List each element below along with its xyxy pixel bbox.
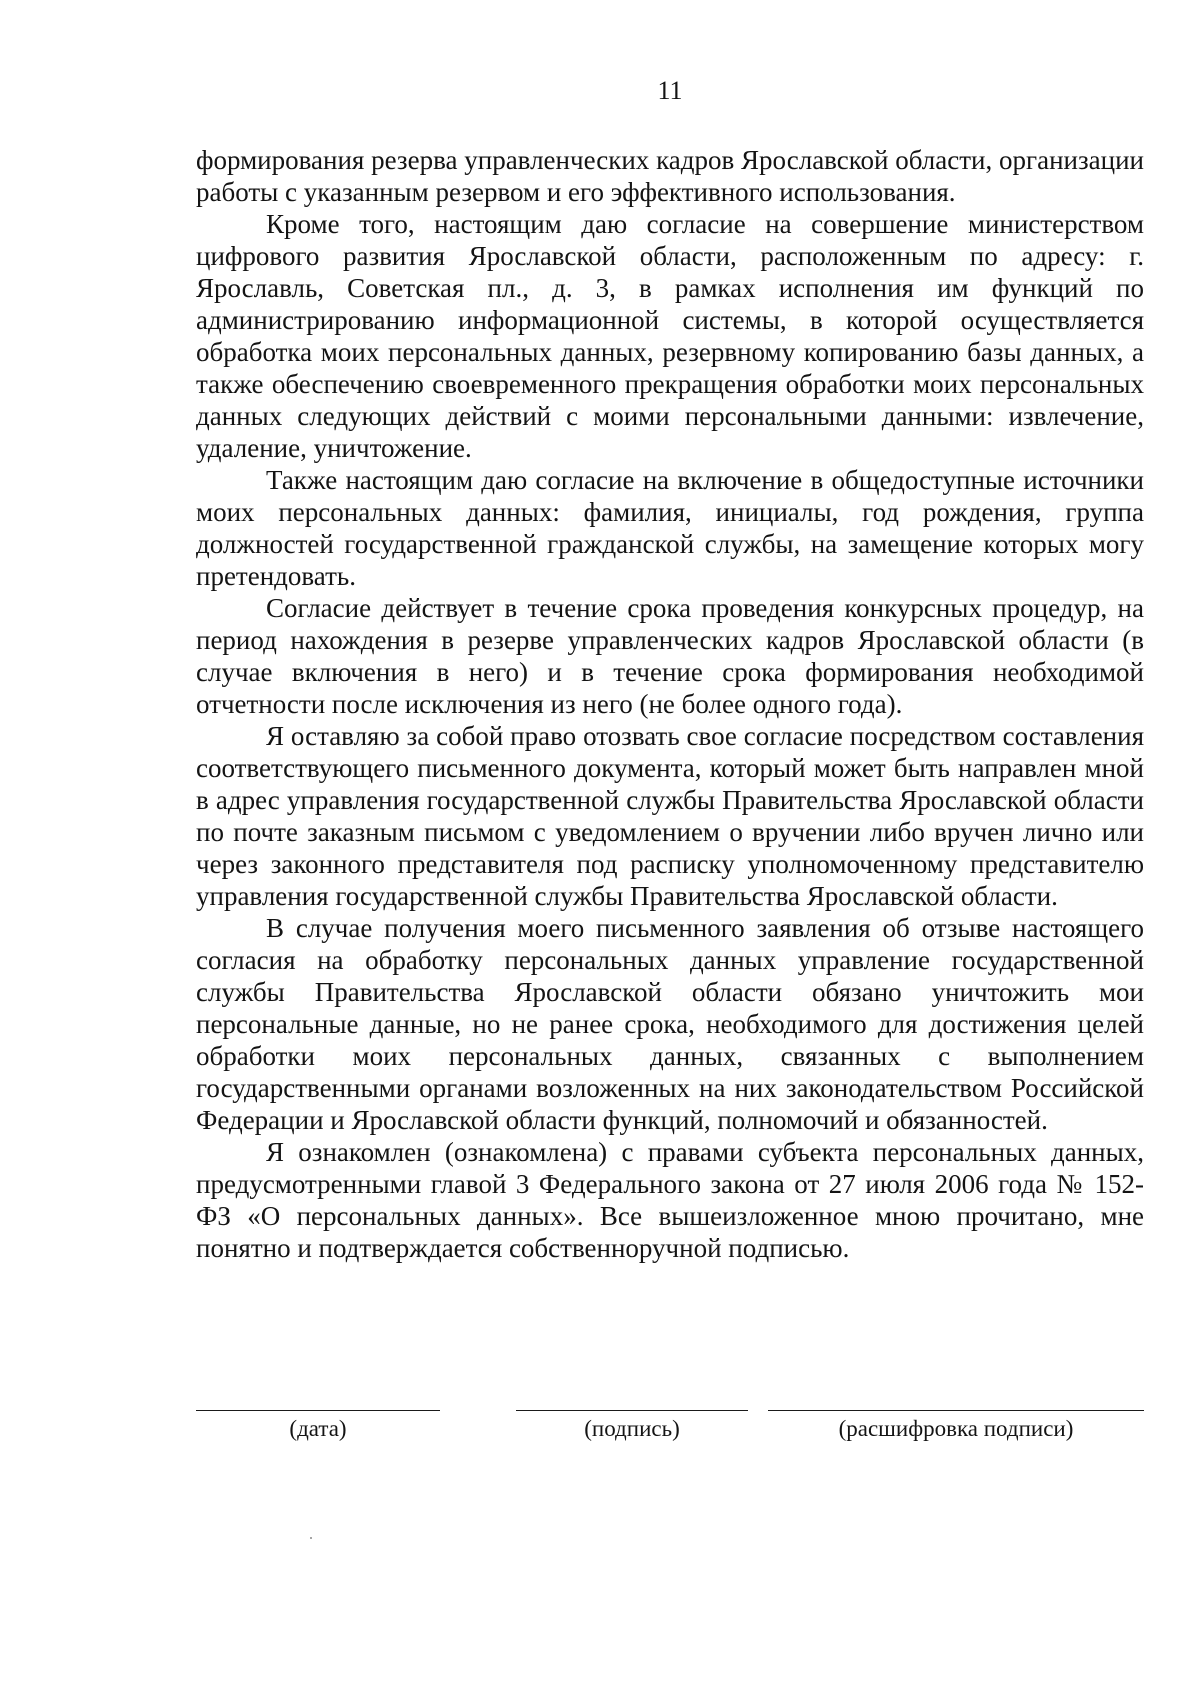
document-body	[196, 144, 1144, 1264]
paragraph-consent-duration: Согласие действует в течение срока проведения конкурсных процедур, на период нахождения в резерве управленческих кадров Ярославской области (в случае включения в него) и в течение срока формирования необходимой отчетности после исключения из него (не более одного года).	[196, 593, 1144, 719]
date-line	[196, 1410, 440, 1411]
signature-decode-field	[768, 1410, 1144, 1443]
paragraph-continuation: формирования резерва управленческих кадров Ярославской области, организации работы с указанным резервом и его эффективного использования.	[196, 145, 1144, 207]
date-caption: (дата)	[289, 1416, 347, 1441]
signature-field	[516, 1410, 748, 1443]
paragraph-revocation-consequences: В случае получения моего письменного заявления об отзыве настоящего согласия на обработку персональных данных управление государственной службы Правительства Ярославской области обязано уничтожить мои персональные данные, но не ранее срока, необходимого для достижения целей обработки моих персональных данных, связанных с выполнением государственными органами возложенных на них законодательством Российской Федерации и Ярославской области функций, полномочий и обязанностей.	[196, 913, 1144, 1135]
signature-decode-line	[768, 1410, 1144, 1411]
signature-block	[0, 1410, 1200, 1470]
scan-speck	[310, 1537, 312, 1539]
signature-line	[516, 1410, 748, 1411]
date-field	[196, 1410, 440, 1443]
page-number: 11	[657, 76, 683, 105]
paragraph-acknowledgement: Я ознакомлен (ознакомлена) с правами субъекта персональных данных, предусмотренными главой 3 Федерального закона от 27 июля 2006 года № 152-ФЗ «О персональных данных». Все вышеизложенное мною прочитано, мне понятно и подтверждается собственноручной подписью.	[196, 1137, 1144, 1263]
paragraph-public-sources-consent: Также настоящим даю согласие на включение в общедоступные источники моих персональных данных: фамилия, инициалы, год рождения, группа должностей государственной гражданской службы, на замещение которых могу претендовать.	[196, 465, 1144, 591]
paragraph-ministry-consent: Кроме того, настоящим даю согласие на совершение министерством цифрового развития Ярославской области, расположенным по адресу: г. Ярославль, Советская пл., д. 3, в рамках исполнения им функций по администрированию информационной системы, в которой осуществляется обработка моих персональных данных, резервному копированию базы данных, а также обеспечению своевременного прекращения обработки моих персональных данных следующих действий с моими персональными данными: извлечение, удаление, уничтожение.	[196, 209, 1144, 463]
signature-decode-caption: (расшифровка подписи)	[838, 1416, 1074, 1441]
paragraph-right-to-revoke: Я оставляю за собой право отозвать свое согласие посредством составления соответствующего письменного документа, который может быть направлен мной в адрес управления государственной службы Правительства Ярославской области по почте заказным письмом с уведомлением о вручении либо вручен лично или через законного представителя под расписку уполномоченному представителю управления государственной службы Правительства Ярославской области.	[196, 721, 1144, 911]
signature-caption: (подпись)	[584, 1416, 680, 1441]
